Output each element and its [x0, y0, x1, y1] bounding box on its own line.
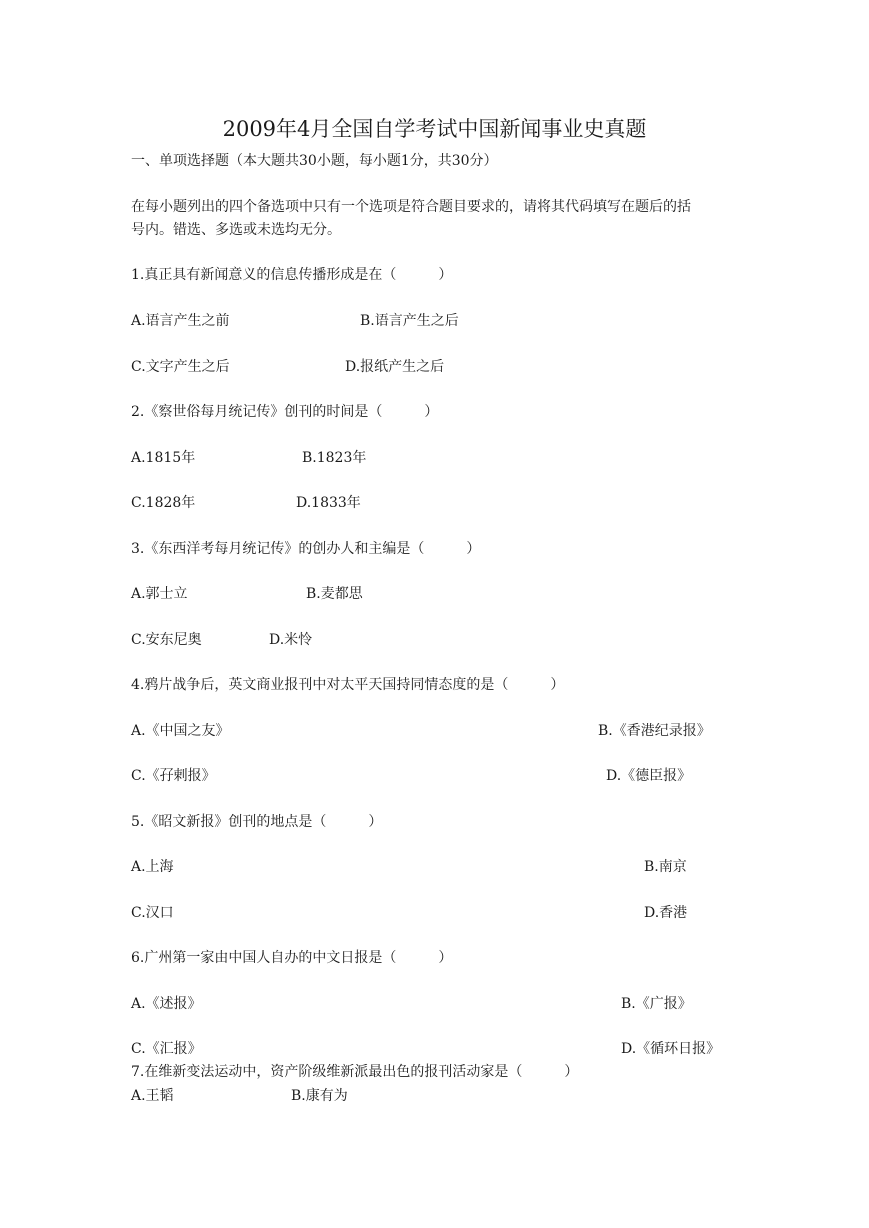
question-2-option-c: C.1828年	[131, 495, 196, 511]
question-3-option-a: A.郭士立	[131, 586, 188, 602]
question-4-option-d: D.《德臣报》	[606, 768, 692, 784]
question-3-option-d: D.米怜	[269, 632, 313, 648]
question-3-stem: 3.《东西洋考每月统记传》的创办人和主编是（ ）	[131, 541, 481, 557]
question-7-stem: 7.在维新变法运动中，资产阶级维新派最出色的报刊活动家是（ ）	[131, 1064, 579, 1080]
question-5-option-d: D.香港	[644, 905, 688, 921]
question-4-option-c: C.《孖剌报》	[131, 768, 216, 784]
question-1-option-b: B.语言产生之后	[360, 313, 459, 329]
section-heading: 一、单项选择题（本大题共30小题，每小题1分，共30分）	[131, 153, 498, 169]
question-1-stem: 1.真正具有新闻意义的信息传播形成是在（ ）	[131, 267, 453, 283]
question-6-option-b: B.《广报》	[621, 996, 692, 1012]
question-6-option-d: D.《循环日报》	[621, 1041, 721, 1057]
question-1-option-a: A.语言产生之前	[131, 313, 230, 329]
question-5-option-c: C.汉口	[131, 905, 174, 921]
question-2-option-b: B.1823年	[302, 450, 367, 466]
question-5-option-b: B.南京	[644, 859, 687, 875]
question-3-option-b: B.麦都思	[306, 586, 363, 602]
instructions-line-2: 号内。错选、多选或未选均无分。	[131, 222, 341, 238]
question-3-option-c: C.安东尼奥	[131, 632, 202, 648]
question-6-option-a: A.《述报》	[131, 996, 202, 1012]
question-4-option-b: B.《香港纪录报》	[598, 723, 711, 739]
question-4-option-a: A.《中国之友》	[131, 723, 230, 739]
document-title: 2009年4月全国自学考试中国新闻事业史真题	[222, 117, 647, 141]
question-7-option-a: A.王韬	[131, 1088, 174, 1104]
instructions-line-1: 在每小题列出的四个备选项中只有一个选项是符合题目要求的，请将其代码填写在题后的括	[131, 199, 691, 215]
question-4-stem: 4.鸦片战争后，英文商业报刊中对太平天国持同情态度的是（ ）	[131, 677, 565, 693]
question-6-stem: 6.广州第一家由中国人自办的中文日报是（ ）	[131, 950, 453, 966]
question-6-option-c: C.《汇报》	[131, 1041, 202, 1057]
question-1-option-d: D.报纸产生之后	[345, 359, 445, 375]
question-1-option-c: C.文字产生之后	[131, 359, 230, 375]
question-5-option-a: A.上海	[131, 859, 174, 875]
question-5-stem: 5.《昭文新报》创刊的地点是（ ）	[131, 814, 383, 830]
question-2-stem: 2.《察世俗每月统记传》创刊的时间是（ ）	[131, 404, 439, 420]
question-7-option-b: B.康有为	[291, 1088, 348, 1104]
question-2-option-a: A.1815年	[131, 450, 196, 466]
question-2-option-d: D.1833年	[296, 495, 361, 511]
